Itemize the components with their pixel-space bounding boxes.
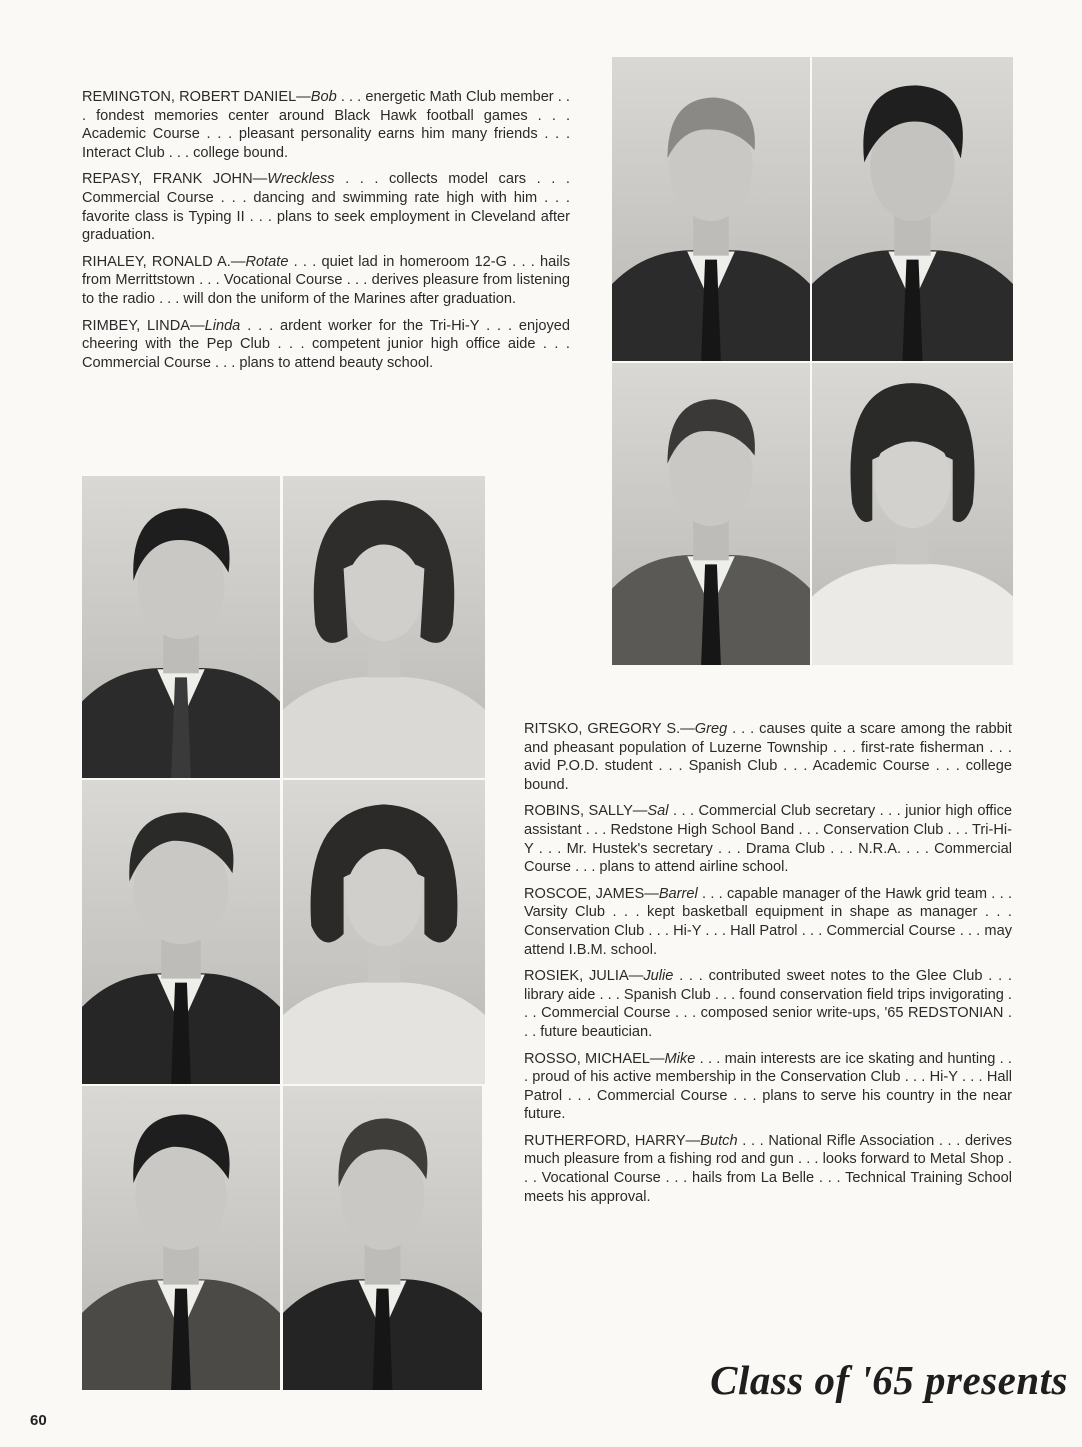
- bio-entry: RIMBEY, LINDA—Linda . . . ardent worker for the Tri-Hi-Y . . . enjoyed cheering with the Pep Club . . . competent junior high office aide . . . Commercial Course . . . plans to attend beauty school.: [82, 317, 570, 371]
- portrait-photo-rutherford: [283, 1086, 482, 1390]
- bio-entry: RUTHERFORD, HARRY—Butch . . . National Rifle Association . . . derives much pleasure from a fishing rod and gun . . . looks forward to Metal Shop . . . Vocational Course . . . hails from La Belle . . . Technical Training School meets his approval.: [524, 1132, 1012, 1205]
- portrait-photo-robins: [283, 476, 485, 778]
- page-number: 60: [30, 1412, 47, 1429]
- bio-entry: RITSKO, GREGORY S.—Greg . . . causes quite a scare among the rabbit and pheasant population of Luzerne Township . . . first-rate fisherman . . . avid P.O.D. student . . . Spanish Club . . . Academic Course . . . college bound.: [524, 721, 1012, 793]
- portrait-photo-ritsko: [82, 476, 280, 778]
- portrait-photo-repasy: [812, 57, 1013, 361]
- portrait-photo-rosiek: [283, 780, 485, 1084]
- portrait-photo-remington: [612, 57, 810, 361]
- bio-entry: ROBINS, SALLY—Sal . . . Commercial Club secretary . . . junior high office assistant . . . Redstone High School Band . . . Conservation Club . . . Tri-Hi-Y . . . Mr. Hustek's secretary . . . Drama Club . . . N.R.A. . . . Commercial Course . . . plans to attend airline school.: [524, 803, 1012, 876]
- bio-entry: REMINGTON, ROBERT DANIEL—Bob . . . energetic Math Club member . . . fondest memories center around Black Hawk football games . . . Academic Course . . . pleasant personality earns him many friends . . . Interact Club . . . college bound.: [82, 89, 570, 161]
- portrait-photo-roscoe: [82, 780, 280, 1084]
- bio-entry: ROSSO, MICHAEL—Mike . . . main interests are ice skating and hunting . . . proud of his active membership in the Conservation Club . . . Hi-Y . . . Hall Patrol . . . Commercial Course . . . plans to serve his country in the near future.: [524, 1050, 1012, 1123]
- footer-title: Class of '65 presents: [710, 1357, 1068, 1403]
- bio-column-top-left: [82, 88, 570, 380]
- portrait-photo-rihaley: [612, 363, 810, 665]
- bio-column-bottom-right: [524, 720, 1012, 1214]
- bio-entry: ROSIEK, JULIA—Julie . . . contributed sweet notes to the Glee Club . . . library aide . . . Spanish Club . . . found conservation field trips invigorating . . . Commercial Course . . . composed senior write-ups, '65 REDSTONIAN . . . future beautician.: [524, 968, 1012, 1040]
- bio-entry: REPASY, FRANK JOHN—Wreckless . . . collects model cars . . . Commercial Course . . . dancing and swimming rate high with him . . . favorite class is Typing II . . . plans to seek employment in Cleveland after graduation.: [82, 171, 570, 244]
- bio-entry: ROSCOE, JAMES—Barrel . . . capable manager of the Hawk grid team . . . Varsity Club . . . kept basketball equipment in shape as manager . . . Conservation Club . . . Hi-Y . . . Hall Patrol . . . Commercial Course . . . may attend I.B.M. school.: [524, 885, 1012, 958]
- bio-entry: RIHALEY, RONALD A.—Rotate . . . quiet lad in homeroom 12-G . . . hails from Merrittstown . . . Vocational Course . . . derives pleasure from listening to the radio . . . will don the uniform of the Marines after graduation.: [82, 253, 570, 307]
- portrait-photo-rosso: [82, 1086, 280, 1390]
- portrait-photo-rimbey: [812, 363, 1013, 665]
